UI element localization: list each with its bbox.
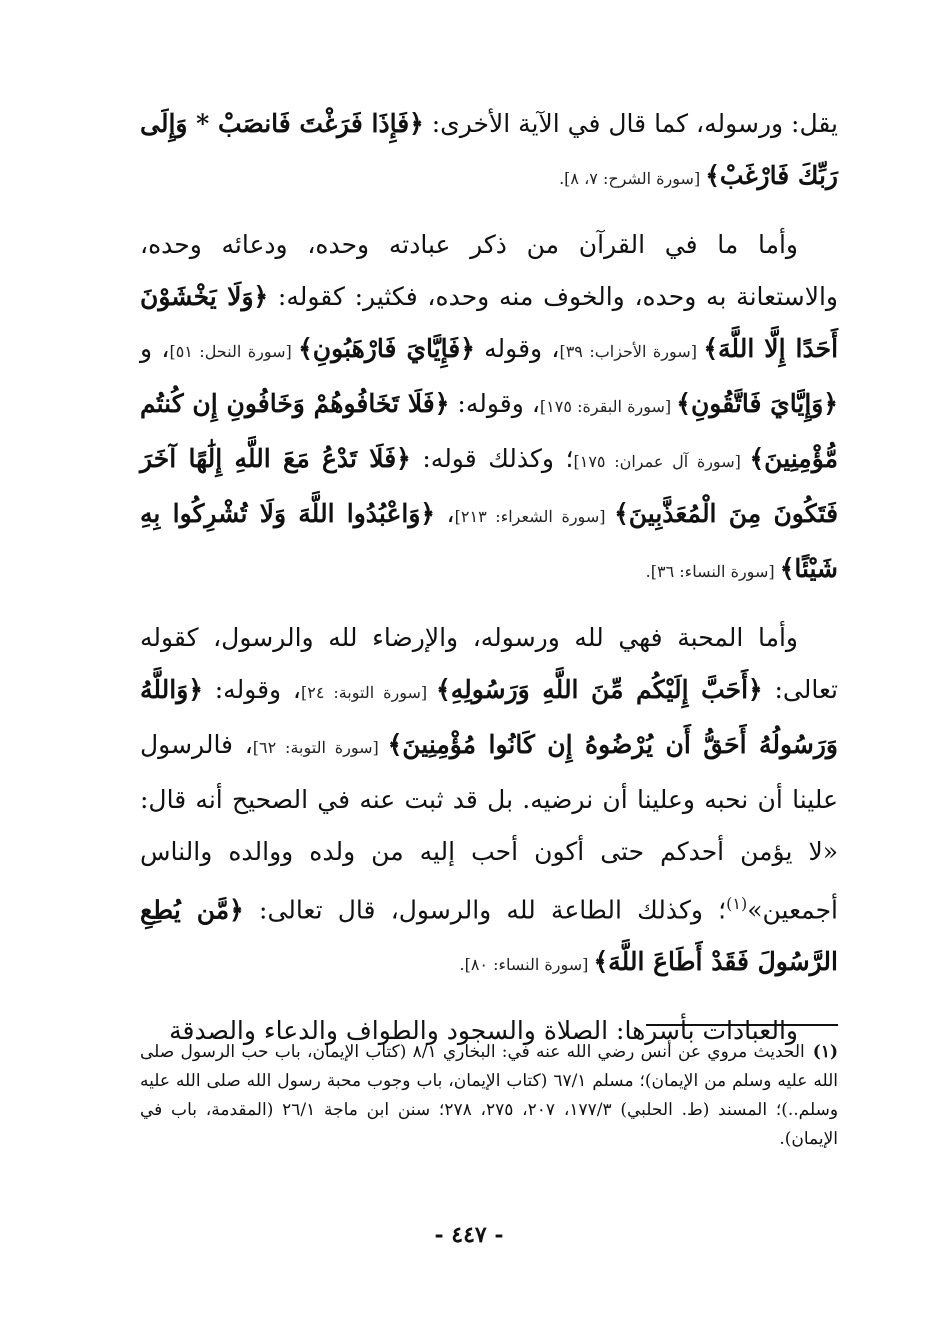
page-number: - ٤٤٧ -: [434, 1222, 504, 1248]
text-segment: يقل: ورسوله، كما قال في الآية الأخرى:: [423, 109, 839, 138]
text-segment: ،: [435, 499, 455, 528]
quran-verse: ﴿فَإِيَّايَ فَارْهَبُونِ﴾: [298, 334, 475, 363]
quran-verse: ﴿فَلَا تَدْعُ مَعَ اللَّهِ إِلَٰهًا آخَرَ فَتَكُونَ مِنَ الْمُعَذَّبِينَ﴾: [140, 444, 839, 528]
footnote-divider: [646, 1024, 838, 1026]
quran-verse: ﴿أَحَبَّ إِلَيْكُم مِّنَ اللَّهِ وَرَسُولِهِ﴾: [436, 675, 763, 704]
text-segment: ، وقوله:: [449, 389, 540, 418]
paragraph-1: [140, 98, 838, 205]
surah-reference: [سورة الشرح: ٧، ٨].: [559, 169, 706, 188]
surah-reference: [سورة التوبة: ٢٤]: [300, 683, 437, 702]
text-segment: وأما المحبة فهي لله ورسوله، والإرضاء لله والرسول، كقوله تعالى:: [140, 623, 838, 704]
surah-reference: [سورة البقرة: ١٧٥]: [539, 397, 677, 416]
surah-reference: [سورة النحل: ٥١]: [169, 342, 299, 361]
text-segment: وأما ما في القرآن من ذكر عبادته وحده، ودعائه وحده، والاستعانة به وحده، والخوف منه وحده، فكثير: كقوله:: [140, 230, 838, 311]
footnote-text: الحديث مروي عن أنس رضي الله عنه في: البخاري ٨/١ (كتاب الإيمان، باب حب الرسول صلى الله عليه وسلم من الإيمان)؛ مسلم ٦٧/١ (كتاب الإيمان، باب وجوب محبة رسول الله صلى الله عليه وسلم..)؛ المسند (ط. الحلبي) ١٧٧/٣، ٢٠٧، ٢٧٥، ٢٧٨؛ سنن ابن ماجة ٢٦/١ (المقدمة، باب في الإيمان).: [140, 1042, 839, 1149]
quran-verse: ﴿فَلَا تَخَافُوهُمْ وَخَافُونِ إِن كُنتُم مُّؤْمِنِينَ﴾: [140, 389, 838, 473]
main-text: [140, 98, 838, 1071]
surah-reference: [سورة النساء: ٣٦].: [645, 562, 780, 581]
surah-reference: [سورة التوبة: ٦٢]: [252, 738, 388, 757]
text-segment: ، و: [140, 334, 170, 363]
text-segment: والعبادات بأسرها: الصلاة والسجود والطواف والدعاء والصدقة: [169, 1016, 798, 1046]
surah-reference: [سورة آل عمران: ١٧٥]: [573, 452, 750, 471]
text-segment: ، وقوله:: [202, 675, 301, 704]
footnote-marker[interactable]: (١): [726, 894, 748, 913]
surah-reference: [سورة الشعراء: ٢١٣]: [454, 507, 615, 526]
text-segment: ، وقوله: [474, 334, 560, 363]
quran-verse: ﴿وَلَا يَخْشَوْنَ أَحَدًا إِلَّا اللَّهَ﴾: [140, 282, 839, 363]
text-segment: ؛ وكذلك قوله:: [410, 444, 574, 473]
footnote-1: [140, 1038, 838, 1154]
quran-verse: ﴿مَّن يُطِعِ الرَّسُولَ فَقَدْ أَطَاعَ اللَّهَ﴾: [140, 895, 838, 977]
quran-verse: ﴿فَإِذَا فَرَغْتَ فَانصَبْ * وَإِلَى رَبِّكَ فَارْغَبْ﴾: [140, 109, 838, 190]
paragraph-2: [140, 219, 838, 598]
quran-verse: ﴿وَاعْبُدُوا اللَّهَ وَلَا تُشْرِكُوا بِهِ شَيْئًا﴾: [140, 499, 838, 583]
quran-verse: ﴿وَإِيَّايَ فَاتَّقُونِ﴾: [676, 389, 838, 418]
surah-reference: [سورة الأحزاب: ٣٩]: [559, 342, 704, 361]
paragraph-3: [140, 612, 838, 991]
text-segment: ؛ وكذلك الطاعة لله والرسول، قال تعالى:: [243, 895, 727, 925]
text-segment: ، فالرسول علينا أن نحبه وعلينا أن نرضيه. بل قد ثبت عنه في الصحيح أنه قال: «لا يؤمن أحدكم حتى أكون أحب إليه من ولده ووالده والناس أجمعين»: [140, 730, 838, 925]
surah-reference: [سورة النساء: ٨٠].: [459, 955, 594, 975]
footnote-number: (١): [812, 1042, 838, 1062]
quran-verse: ﴿وَاللَّهُ وَرَسُولُهُ أَحَقُّ أَن يُرْضُوهُ إِن كَانُوا مُؤْمِنِينَ﴾: [140, 675, 838, 759]
